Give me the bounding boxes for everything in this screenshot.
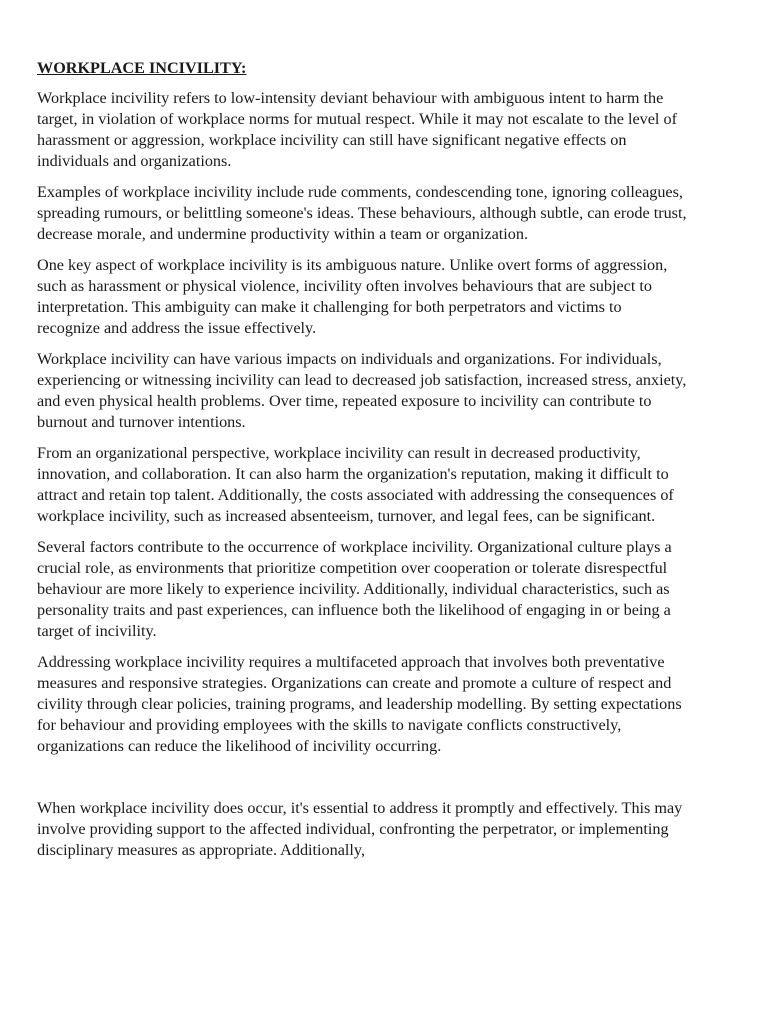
paragraph-definition: Workplace incivility refers to low-intensity deviant behaviour with ambiguous intent to harm the target, in violation of workplace norms for mutual respect. While it may not escalate to the level of harassment or aggression, workplace incivility can still have significant negative effects on individuals and organizations. [37,89,677,170]
paragraph-examples: Examples of workplace incivility include rude comments, condescending tone, ignoring colleagues, spreading rumours, or belittling someone's ideas. These behaviours, although subtle, can erode trust, decrease morale, and undermine productivity within a team or organization. [37,183,687,243]
paragraph-contributing-factors: Several factors contribute to the occurrence of workplace incivility. Organizational culture plays a crucial role, as environments that prioritize competition over cooperation or tolerate disrespectful behaviour are more likely to experience incivility. Additionally, individual characteristics, such as personality traits and past experiences, can influence both the likelihood of engaging in or being a target of incivility. [37,538,672,640]
paragraph-addressing: Addressing workplace incivility requires a multifaceted approach that involves both preventative measures and responsive strategies. Organizations can create and promote a culture of respect and civility through clear policies, training programs, and leadership modelling. By setting expectations for behaviour and providing employees with the skills to navigate conflicts constructively, organizations can reduce the likelihood of incivility occurring. [37,653,682,755]
paragraph-response: When workplace incivility does occur, it's essential to address it promptly and effectively. This may involve providing support to the affected individual, confronting the perpetrator, or implementing disciplinary measures as appropriate. Additionally, [37,799,683,859]
paragraph-ambiguity: One key aspect of workplace incivility is its ambiguous nature. Unlike overt forms of aggression, such as harassment or physical violence, incivility often involves behaviours that are subject to interpretation. This ambiguity can make it challenging for both perpetrators and victims to recognize and address the issue effectively. [37,256,668,337]
paragraph-organizational-impacts: From an organizational perspective, workplace incivility can result in decreased productivity, innovation, and collaboration. It can also harm the organization's reputation, making it difficult to attract and retain top talent. Additionally, the costs associated with addressing the consequences of workplace incivility, such as increased absenteeism, turnover, and legal fees, can be significant. [37,444,674,525]
document-page [37,58,687,871]
document-heading: WORKPLACE INCIVILITY: [37,59,247,77]
paragraph-individual-impacts: Workplace incivility can have various impacts on individuals and organizations. For individuals, experiencing or witnessing incivility can lead to decreased job satisfaction, increased stress, anxiety, and even physical health problems. Over time, repeated exposure to incivility can contribute to burnout and turnover intentions. [37,350,687,431]
